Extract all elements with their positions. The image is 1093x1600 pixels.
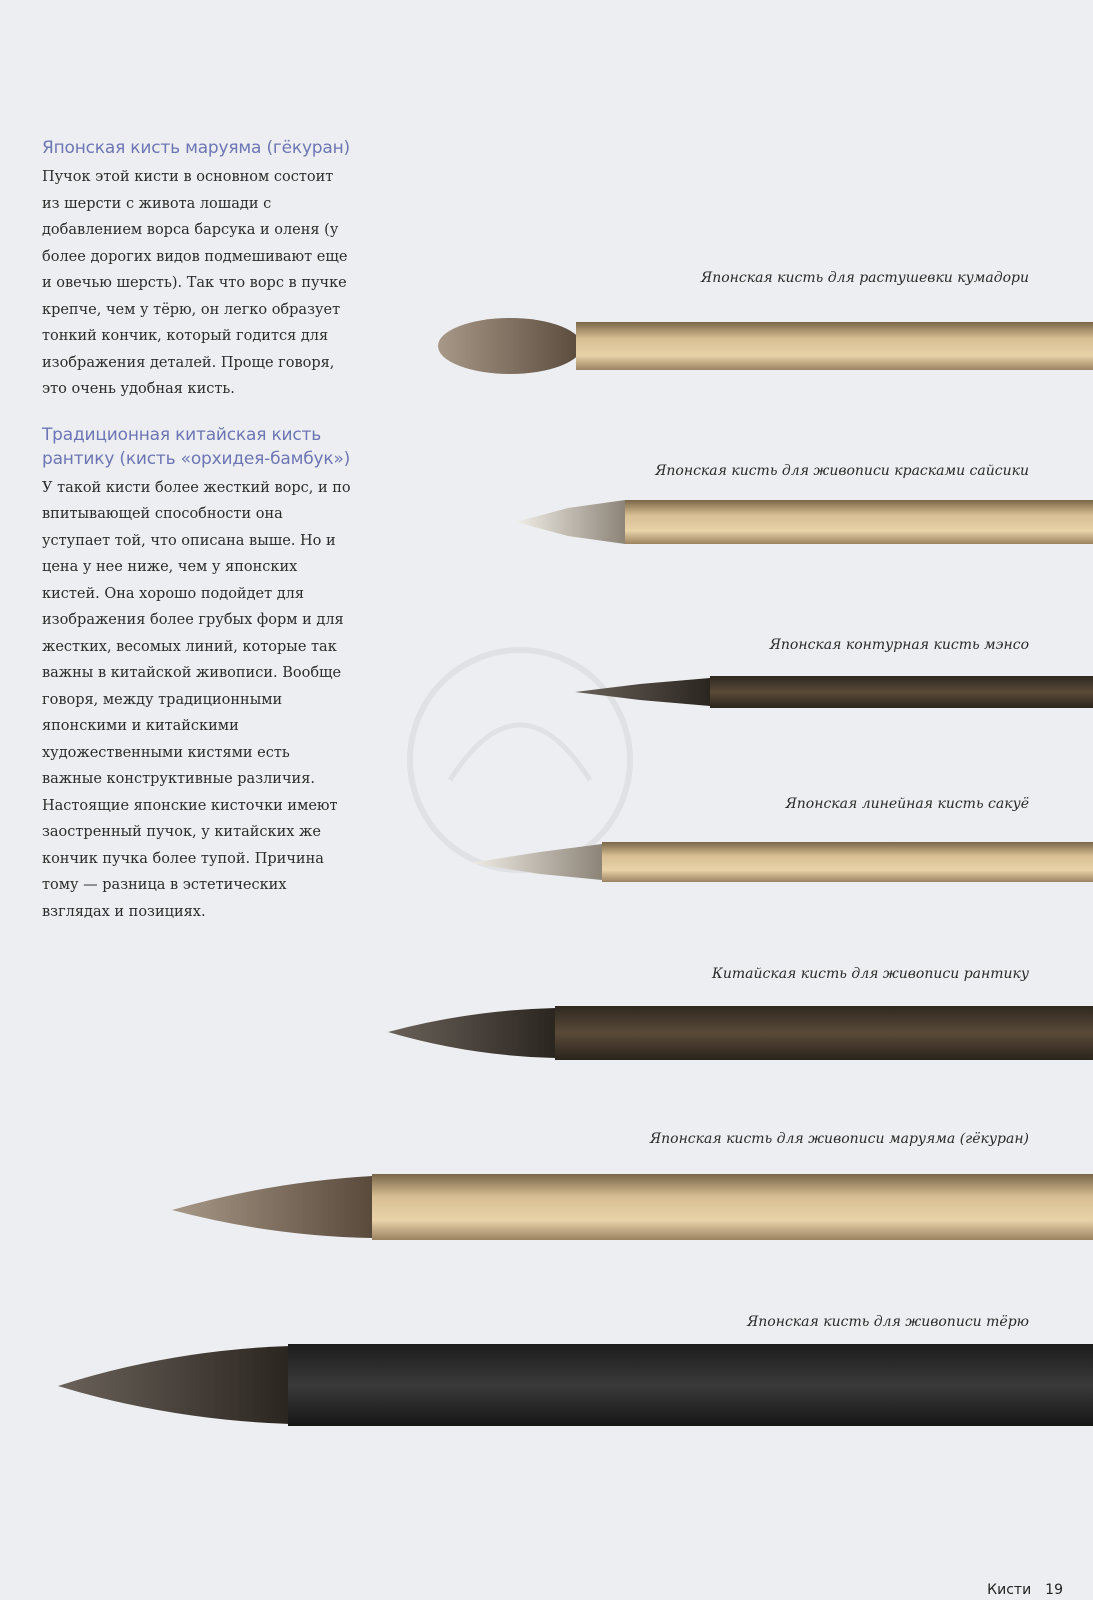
brush-menso bbox=[575, 676, 1093, 708]
brush-label-teryu: Японская кисть для живописи тёрю bbox=[746, 1314, 1029, 1330]
brush-label-saishiki: Японская кисть для живописи красками сайсики bbox=[655, 463, 1029, 479]
brush-maruyama bbox=[172, 1174, 1093, 1240]
brush-label-kumadori: Японская кисть для растушевки кумадори bbox=[700, 270, 1029, 286]
brush-label-sakuyo: Японская линейная кисть сакуё bbox=[785, 796, 1029, 812]
section-heading: Традиционная китайская кисть рантику (кисть «орхидея-бамбук») bbox=[42, 424, 351, 469]
footer-section-title: Кисти bbox=[987, 1582, 1032, 1598]
brush-label-maruyama: Японская кисть для живописи маруяма (гёкуран) bbox=[649, 1131, 1029, 1147]
brush-saishiki bbox=[516, 500, 1093, 544]
page-number: 19 bbox=[1045, 1582, 1063, 1598]
page-footer bbox=[973, 1582, 1063, 1598]
brush-sakuyo bbox=[470, 842, 1093, 882]
brush-label-rantiku: Китайская кисть для живописи рантику bbox=[712, 966, 1029, 982]
brush-label-menso: Японская контурная кисть мэнсо bbox=[769, 637, 1029, 653]
section-body: У такой кисти более жесткий ворс, и по впитывающей способности она уступает той, что описана выше. Но и цена у нее ниже, чем у японских кистей. Она хорошо подойдет для изображения более грубых форм и для жестких, весомых линий, которые так важны в китайской живописи. Вообще говоря, между традиционными японскими и китайскими художественными кистями есть важные конструктивные различия. Настоящие японские кисточки имеют заостренный пучок, у китайских же кончик пучка более тупой. Причина тому — разница в эстетических взглядах и позициях. bbox=[42, 479, 351, 920]
section-heading: Японская кисть маруяма (гёкуран) bbox=[42, 138, 350, 158]
brush-kumadori bbox=[438, 318, 1093, 374]
brush-rantiku bbox=[388, 1006, 1093, 1060]
section-body: Пучок этой кисти в основном состоит из шерсти с живота лошади с добавлением ворса барсука и оленя (у более дорогих видов подмешивают еще и овечью шерсть). Так что ворс в пучке крепче, чем у тёрю, он легко образует тонкий кончик, который годится для изображения деталей. Проще говоря, это очень удобная кисть. bbox=[42, 169, 348, 397]
brush-teryu bbox=[58, 1344, 1093, 1426]
